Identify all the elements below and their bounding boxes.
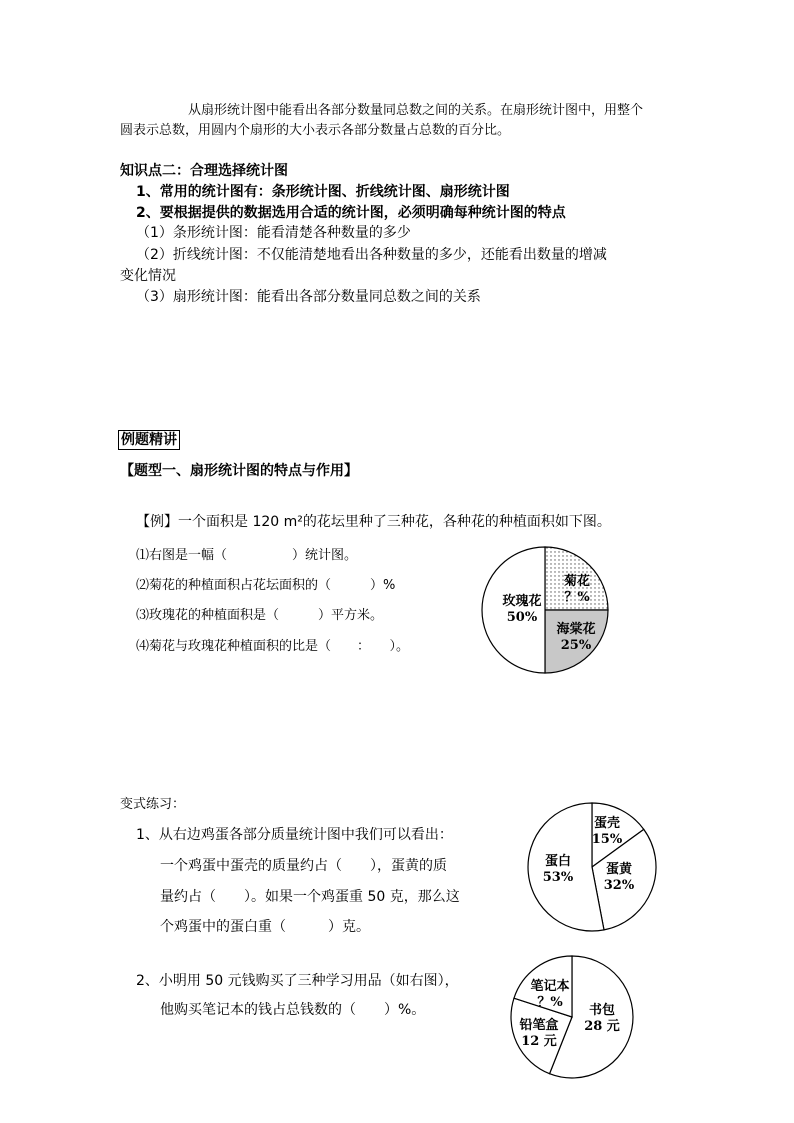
pie-value-label-玫瑰花: 50% (506, 610, 538, 625)
pie-value-label-铅笔盒: 12 元 (521, 1034, 557, 1049)
pie-value-label-蛋黄: 32% (603, 878, 635, 893)
example-question-2: ⑵菊花的种植面积占花坛面积的（ ）% (136, 578, 396, 593)
practice-2-line-2: 他购买笔记本的钱占总钱数的（ ）%。 (160, 1002, 426, 1018)
egg-pie-chart (520, 795, 665, 940)
pie-value-label-蛋壳: 15% (591, 832, 623, 847)
example-question-1: ⑴右图是一幅（ ）统计图。 (136, 548, 358, 563)
intro-line-1: 从扇形统计图中能看出各部分数量同总数之间的关系。在扇形统计图中，用整个 (188, 103, 644, 118)
practice-1-line-2: 一个鸡蛋中蛋壳的质量约占（ ），蛋黄的质 (160, 858, 447, 874)
knowledge2-sub-1: （1）条形统计图：能看清楚各种数量的多少 (136, 225, 411, 241)
knowledge2-sub-2-line-1: （2）折线统计图：不仅能清楚地看出各种数量的多少，还能看出数量的增减 (136, 247, 607, 263)
pie-label-海棠花: 海棠花 (556, 622, 596, 637)
pie-label-菊花: 菊花 (563, 574, 591, 589)
knowledge2-sub-3: （3）扇形统计图：能看出各部分数量同总数之间的关系 (136, 289, 481, 305)
pie-label-玫瑰花: 玫瑰花 (502, 594, 542, 609)
practice-1-line-1: 1、从右边鸡蛋各部分质量统计图中我们可以看出： (136, 827, 453, 843)
pie-value-label-笔记本: ？% (537, 995, 563, 1010)
knowledge2-point-1: 1、常用的统计图有：条形统计图、折线统计图、扇形统计图 (136, 184, 510, 200)
practice-1-line-3: 量约占（ ）。如果一个鸡蛋重 50 克，那么这 (160, 889, 460, 905)
pie-value-label-菊花: ？% (564, 590, 590, 605)
practice-2-line-1: 2、小明用 50 元钱购买了三种学习用品（如右图）， (136, 973, 459, 989)
knowledge2-sub-2-line-2: 变化情况 (120, 268, 176, 284)
pie-label-蛋壳: 蛋壳 (593, 816, 621, 831)
knowledge2-heading: 知识点二：合理选择统计图 (120, 163, 288, 179)
pie-label-蛋黄: 蛋黄 (605, 862, 633, 877)
pie-value-label-蛋白: 53% (542, 870, 574, 885)
pie-value-label-书包: 28 元 (584, 1019, 620, 1034)
example-intro: 【例】一个面积是 120 m²的花坛里种了三种花，各种花的种植面积如下图。 (136, 514, 611, 530)
intro-line-2: 圆表示总数，用圆内个扇形的大小表示各部分数量占总数的百分比。 (120, 123, 511, 138)
practice-1-line-4: 个鸡蛋中的蛋白重（ ）克。 (160, 919, 370, 935)
practice-title: 变式练习： (120, 797, 186, 812)
flower-pie-chart (470, 535, 620, 685)
supplies-pie-chart (505, 952, 640, 1082)
example-question-3: ⑶玫瑰花的种植面积是（ ）平方米。 (136, 608, 384, 623)
section-title-examples: 例题精讲 (118, 430, 180, 450)
knowledge2-point-2: 2、要根据提供的数据选用合适的统计图，必须明确每种统计图的特点 (136, 205, 566, 221)
example-question-4: ⑷菊花与玫瑰花种植面积的比是（ ： ）。 (136, 639, 410, 654)
type1-heading: 【题型一、扇形统计图的特点与作用】 (120, 463, 358, 479)
pie-label-铅笔盒: 铅笔盒 (519, 1018, 559, 1033)
pie-label-书包: 书包 (588, 1003, 616, 1018)
pie-label-蛋白: 蛋白 (544, 854, 572, 869)
pie-value-label-海棠花: 25% (560, 638, 592, 653)
pie-label-笔记本: 笔记本 (530, 979, 570, 994)
